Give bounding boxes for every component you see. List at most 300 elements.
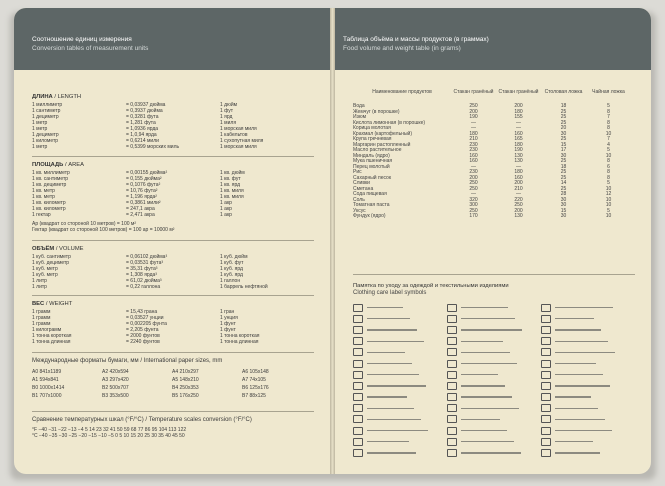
length-cell: = 0,5399 морских миль [126,144,180,150]
care-title: Памятка по уходу за одеждой и текстильными изделиями [353,283,509,289]
product-name: Томатная паста [353,202,390,208]
care-description-line [367,352,405,353]
care-symbol-icon [447,415,457,423]
temperature-row-c: °C −40 −35 −30 −25 −20 −15 −10 −5 0 5 10 15 20 25 30 35 40 45 50 [32,433,185,439]
care-symbol-item [447,380,541,391]
product-value: 190 [514,147,523,153]
area-cell: 1 кв. метр [32,188,55,194]
product-name: Крахмал (картофельный) [353,130,412,137]
care-symbol-item [353,436,447,447]
care-symbol-item [353,302,447,313]
weight-cell: 1 тонна длинная [32,339,71,345]
length-cell: 1 ярд [220,114,233,120]
product-value: 25 [560,108,567,115]
area-cell: = 0,00155 дюйма² [126,170,168,176]
care-symbol-icon [541,415,551,423]
divider [353,274,635,275]
weight-section [32,301,322,345]
area-notes [32,221,322,233]
product-value: 8 [607,108,610,115]
weight-cell: 1 грамм [32,315,51,321]
care-symbol-icon [353,315,363,323]
product-name: Перец молотый [353,163,390,170]
length-cell: 1 дециметр [32,132,59,138]
paper-size: B5 176x250 [172,393,199,399]
product-value: 8 [607,125,610,131]
care-symbol-item [447,425,541,436]
paper-size: A6 105x148 [242,369,269,375]
care-description-line [555,307,613,308]
product-value: 130 [514,158,523,164]
product-value: 30 [560,202,567,208]
volume-cell: = 61,02 дюйма³ [126,278,162,284]
product-value: 230 [469,141,478,148]
product-value: — [516,125,521,131]
length-cell: 1 сухопутная миля [220,138,264,144]
length-cell: 1 морская миля [220,126,257,132]
volume-cell: 1 куб. сантиметр [32,254,71,260]
paper-column [242,368,312,400]
weight-cell: = 2,205 фунта [126,327,159,333]
length-cell: = 0,3937 дюйма [126,108,163,114]
product-name: Сливки [353,180,370,186]
care-symbol-icon [353,360,363,368]
weight-cell: = 0,002205 фунта [126,321,167,327]
area-cell: 1 кв. миля [220,188,244,194]
product-value: 8 [607,174,610,181]
product-name: Уксус [353,207,366,214]
product-value: 15 [560,141,567,148]
product-name: Рис [353,169,362,175]
table-column [32,254,126,290]
table-column [126,170,220,218]
care-description-line [367,318,410,319]
table-column [32,102,126,150]
care-description-line [461,329,522,330]
product-value: 25 [560,114,567,120]
care-description-line [367,329,417,330]
product-value: 200 [469,108,478,115]
care-description-line [461,318,515,319]
product-name: Крупа гречневая [353,136,392,142]
care-symbol-item [447,324,541,335]
area-cell: 1 акр [220,200,232,206]
area-cell: 1 кв. миллиметр [32,170,70,176]
care-symbol-item [447,447,541,458]
product-name: Сода пищевая [353,191,387,197]
product-value: 300 [469,202,478,208]
product-value: 250 [469,103,478,109]
area-heading: ПЛОЩАДЬ / AREA [32,162,84,168]
care-symbol-icon [541,382,551,390]
care-symbol-item [447,369,541,380]
length-cell: 1 миля [220,120,237,126]
product-value: 5 [607,147,610,153]
product-value: 200 [514,207,523,214]
product-name: Изюм [353,114,367,120]
care-description-line [367,408,414,409]
table-column [220,102,314,150]
product-value: 10 [605,152,612,159]
care-symbol-icon [353,304,363,312]
care-description-line [461,363,517,364]
left-page-subtitle: Conversion tables of measurement units [32,45,149,52]
care-column [353,302,447,459]
care-symbol-icon [541,438,551,446]
product-name: Вода [353,103,365,109]
area-note: Ар (квадрат со стороной 10 метров) = 100 м² [32,221,137,227]
product-value: 4 [607,141,610,148]
product-value: — [471,191,476,197]
product-value: 180 [514,108,523,115]
weight-columns [32,309,322,345]
length-cell: 1 дециметр [32,114,59,120]
care-description-line [555,396,591,397]
product-value: 25 [560,136,567,142]
book-spine [330,8,335,474]
care-symbol-icon [541,427,551,435]
volume-cell: 1 куб. дюйм [220,254,248,260]
length-cell: 1 кабельтов [220,132,248,138]
care-description-line [555,452,600,453]
volume-cell: = 35,31 фута³ [126,266,158,272]
right-page [333,8,651,474]
product-value: 8 [607,169,610,175]
volume-cell: 1 литр [32,278,47,284]
care-symbol-item [541,447,635,458]
area-cell: 1 кв. сантиметр [32,176,69,182]
care-description-line [461,396,512,397]
care-description-line [461,419,500,420]
left-header-band [14,8,332,70]
care-section [353,283,635,459]
paper-columns [32,368,322,400]
product-name: Соль [353,196,365,203]
col-header-name: Наименование продуктов [372,89,432,95]
care-symbol-icon [353,337,363,345]
product-value: 25 [560,119,567,126]
product-value: 230 [469,169,478,175]
care-symbol-icon [447,449,457,457]
area-columns [32,170,322,218]
product-name: Миндаль (ядро) [353,152,390,159]
table-row [353,214,631,220]
care-symbol-item [541,414,635,425]
weight-cell: 1 грамм [32,321,51,327]
care-symbol-icon [353,438,363,446]
weight-heading: ВЕС / WEIGHT [32,301,73,307]
area-cell: 1 кв. миля [220,194,244,200]
product-name: Мука пшеничная [353,158,393,164]
weight-cell: 1 килограмм [32,327,62,333]
product-value: 160 [469,158,478,164]
product-value: 8 [607,158,610,164]
paper-size: A0 841x1189 [32,369,62,375]
product-value: 30 [560,152,567,159]
care-symbol-icon [541,360,551,368]
volume-cell: 1 куб. ярд [220,272,243,278]
care-description-line [555,408,598,409]
product-value: 230 [469,147,478,153]
length-cell: 1 метр [32,144,48,150]
product-value: 10 [605,185,612,192]
paper-size: B2 500x707 [102,385,129,391]
area-cell: = 0,1076 фута² [126,182,161,188]
paper-size: A5 148x210 [172,377,199,383]
product-value: — [516,163,521,170]
care-symbol-item [353,324,447,335]
area-note: Гектар (квадрат со стороной 100 метров) = 100 ар = 10000 м² [32,227,175,233]
care-column [447,302,541,459]
col-header-glass-thin: Стакан гранёный [453,89,494,95]
weight-cell: 1 тонна короткая [220,333,260,339]
length-cell: 1 сантиметр [32,108,61,114]
product-value: 200 [469,174,478,181]
care-symbol-icon [541,404,551,412]
care-symbol-item [541,302,635,313]
care-description-line [461,352,510,353]
product-name: Фундук (ядро) [353,213,386,219]
volume-cell: = 0,06102 дюйма³ [126,254,168,260]
product-value: — [516,119,521,126]
care-symbol-item [447,414,541,425]
care-symbol-item [353,403,447,414]
length-section [32,94,322,150]
care-description-line [555,441,593,442]
care-description-line [367,452,416,453]
product-name: Жемчуг (в порошке) [353,108,400,115]
area-cell: 1 кв. фут [220,176,241,182]
volume-columns [32,254,322,290]
length-heading: ДЛИНА / LENGTH [32,94,82,100]
area-cell: 1 кв. ярд [220,182,241,188]
product-value: 165 [514,136,523,142]
volume-section [32,246,322,290]
care-description-line [555,341,608,342]
area-cell: 1 кв. метр [32,194,55,200]
care-description-line [555,329,601,330]
weight-cell: 1 гран [220,309,235,315]
product-value: — [471,163,476,170]
weight-cell: 1 фунт [220,327,236,333]
care-description-line [555,374,603,375]
product-value: 155 [514,114,523,120]
care-symbol-icon [447,304,457,312]
table-column [126,254,220,290]
product-value: 250 [514,202,523,208]
volume-cell: 1 куб. дециметр [32,260,70,266]
product-value: 210 [469,136,478,142]
care-description-line [555,419,605,420]
care-description-line [555,363,596,364]
product-value: 5 [607,180,610,186]
weight-cell: = 0,03527 унции [126,315,164,321]
temperature-section [32,417,322,439]
length-cell: 1 дюйм [220,102,238,108]
left-page-title: Соотношение единиц измерения [32,36,132,43]
product-value: 20 [560,125,567,131]
care-symbol-icon [447,382,457,390]
left-page [14,8,332,474]
care-symbol-icon [447,315,457,323]
care-symbol-icon [541,393,551,401]
care-symbol-icon [541,337,551,345]
care-description-line [461,307,508,308]
product-value: 7 [607,136,610,142]
product-value: 25 [560,174,567,181]
volume-cell: 1 баррель нефтяной [220,284,268,290]
table-column [32,170,126,218]
care-symbol-item [447,392,541,403]
care-description-line [367,430,428,431]
care-description-line [461,430,507,431]
care-description-line [367,307,403,308]
product-name: Кислота лимонная (в порошке) [353,119,426,126]
product-value: 130 [514,152,523,159]
table-column [220,309,314,345]
product-name: Масло растительное [353,147,402,153]
area-cell: 1 кв. километр [32,200,66,206]
care-description-line [367,341,424,342]
divider [32,411,314,412]
care-symbol-icon [353,427,363,435]
care-description-line [461,452,521,453]
care-symbol-icon [541,449,551,457]
area-cell: = 0,3861 мили² [126,200,161,206]
weight-cell: 1 тонна длинная [220,339,259,345]
care-description-line [367,363,412,364]
care-symbol-icon [447,438,457,446]
product-value: 25 [560,158,567,164]
care-symbol-item [353,392,447,403]
paper-column [102,368,172,400]
product-value: 130 [514,213,523,219]
care-description-line [367,396,407,397]
right-page-subtitle: Food volume and weight table (in grams) [343,45,461,52]
care-symbol-item [541,403,635,414]
weight-cell: 1 фунт [220,321,236,327]
product-name: Сахарный песок [353,174,392,181]
care-symbol-item [447,347,541,358]
care-symbol-item [541,392,635,403]
weight-cell: = 2240 фунтов [126,339,160,345]
col-header-tbsp: Столовая ложка [544,89,583,95]
product-value: 12 [605,191,612,197]
care-description-line [461,385,505,386]
care-description-line [461,374,498,375]
product-value: 10 [605,130,612,137]
product-value: 15 [560,207,567,214]
product-value: 250 [469,207,478,214]
table-column [126,102,220,150]
paper-size: A1 594x841 [32,377,59,383]
care-symbol-item [447,358,541,369]
product-value: — [516,191,521,197]
care-symbol-icon [447,427,457,435]
divider [32,352,314,353]
right-header-band [333,8,651,70]
care-description-line [555,430,612,431]
product-value: 30 [560,213,567,219]
care-symbol-item [447,403,541,414]
temperature-row-f: °F −40 −31 −22 −13 −4 5 14 23 32 41 50 59 68 77 86 95 104 113 122 [32,427,187,433]
paper-size: B3 353x500 [102,393,129,399]
care-symbol-item [447,302,541,313]
paper-heading: Международные форматы бумаги, мм / International paper sizes, mm [32,358,223,364]
product-value: 220 [514,196,523,203]
weight-cell: 1 тонна короткая [32,333,72,339]
product-value: 250 [469,180,478,186]
divider [32,295,314,296]
length-cell: = 0,3281 фута [126,114,159,120]
product-value: — [471,125,476,131]
care-symbol-icon [447,360,457,368]
length-columns [32,102,322,150]
weight-cell: = 2000 фунтов [126,333,160,339]
product-value: 160 [514,130,523,137]
care-description-line [461,441,514,442]
weight-cell: = 15,43 грана [126,309,158,315]
table-column [126,309,220,345]
area-cell: 1 кв. дюйм [220,170,245,176]
product-value: 30 [560,130,567,137]
area-cell: = 0,155 дюйма² [126,176,162,182]
length-cell: 1 фут [220,108,234,114]
products-rows [353,104,631,220]
care-symbol-icon [541,371,551,379]
area-cell: 1 акр [220,206,232,212]
care-symbol-item [353,336,447,347]
care-symbol-icon [353,348,363,356]
care-description-line [367,385,426,386]
col-header-glass-faceted: Стакан гранёный [498,89,539,95]
paper-size: B7 88x125 [242,393,266,399]
paper-column [32,368,102,400]
care-description-line [367,374,419,375]
product-value: 30 [560,196,567,203]
product-value: 28 [560,191,567,197]
volume-cell: 1 куб. фут [220,260,244,266]
care-symbol-icon [353,326,363,334]
product-value: 10 [605,202,612,208]
care-symbol-icon [353,371,363,379]
care-description-line [461,408,519,409]
products-table-header [353,90,631,104]
care-symbol-item [447,336,541,347]
care-symbol-item [353,414,447,425]
care-symbol-icon [353,404,363,412]
care-symbol-icon [447,348,457,356]
weight-cell: 1 унция [220,315,238,321]
care-symbol-icon [353,382,363,390]
col-header-tsp: Чайная ложка [592,89,625,95]
product-value: 18 [560,103,567,109]
care-symbol-icon [447,337,457,345]
paper-size: A7 74x105 [242,377,266,383]
volume-cell: = 0,22 галлона [126,284,161,290]
care-symbol-icon [541,348,551,356]
care-description-line [555,318,594,319]
care-symbol-icon [353,449,363,457]
product-value: 180 [514,141,523,148]
care-symbol-icon [541,304,551,312]
care-symbol-item [447,436,541,447]
product-value: 250 [469,185,478,192]
table-column [32,309,126,345]
care-symbol-item [541,336,635,347]
length-cell: 1 миллиметр [32,102,63,108]
care-symbol-item [447,313,541,324]
